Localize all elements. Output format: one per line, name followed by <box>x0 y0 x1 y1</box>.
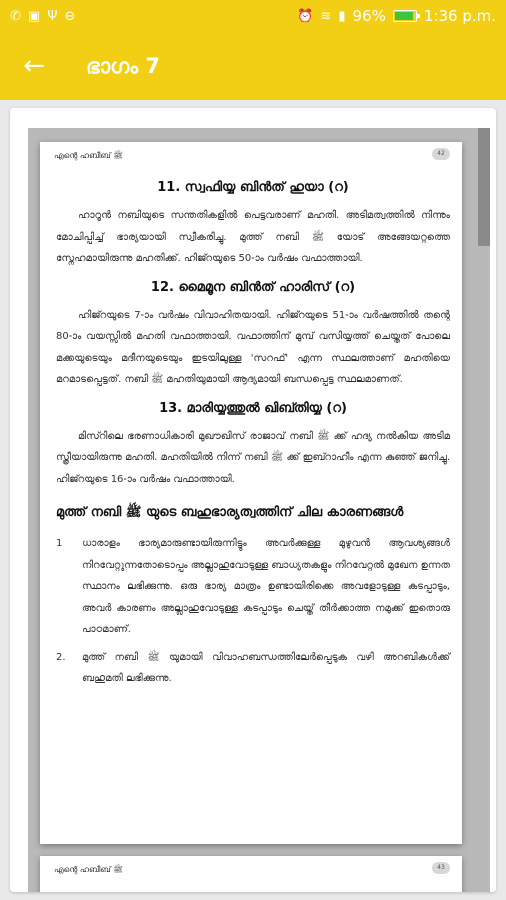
list-item <box>56 533 450 641</box>
minus-circle-icon: ⊖ <box>64 8 76 24</box>
chapter-heading: മുത്ത് നബി ﷺ യുടെ ബഹുഭാര്യത്വത്തിന് ചില കാരണങ്ങൾ <box>56 505 404 520</box>
signal-icon: ▮ <box>338 8 346 24</box>
usb-icon: Ψ <box>47 8 58 24</box>
scrollbar-thumb[interactable] <box>478 128 490 246</box>
status-time: 1:36 p.m. <box>423 7 496 25</box>
running-head: എന്റെ ഹബീബ് ﷺ <box>54 151 123 160</box>
section-heading: 13. മാരിയ്യത്തുൽ ഖിബ്തിയ്യ (റ) <box>159 400 347 416</box>
section-heading: 11. സ്വഫിയ്യ ബിൻത് ഹുയാ (റ) <box>157 180 349 195</box>
image-icon: ▣ <box>27 8 41 24</box>
page-number: 43 <box>432 862 450 874</box>
list-text: ധാരാളം ഭാര്യമാരുണ്ടായിരുന്നിട്ടും അവർക്കുള്ള മുഴുവൻ ആവശ്യങ്ങൾ നിറവേറ്റുന്നതോടൊപ്പം അല്ലാഹുവോടുള്ള ബാധ്യതകളും നിറവേറ്റൽ മുഖേന ഉന്നത സ്ഥാനം ലഭിക്കുന്നു. ഒരു ഭാര്യ മാത്രം ഉണ്ടായിരിക്കെ അവളോടുള്ള കടപ്പാടും, അവർ കാരണം അല്ലാഹുവോടുള്ള കടപ്പാടും ചെയ്ത് തീർക്കാത്ത നമുക്ക് ഇതൊരു പാഠമാണ്. <box>82 538 450 635</box>
page-title: ഭാഗം 7 <box>86 53 160 78</box>
list-number: 2. <box>56 651 66 663</box>
page-body <box>56 170 450 696</box>
list-text: മുത്ത് നബി ﷺ യുമായി വിവാഹബന്ധത്തിലേർപ്പെടുക വഴി അറബികൾക്ക് ബഹുമതി ലഭിക്കുന്നു. <box>82 651 450 684</box>
section-text: ഹാറൂൻ നബിയുടെ സന്തതികളിൽ പെട്ടവരാണ് മഹതി. അടിമത്വത്തിൽ നിന്നും മോചിപ്പിച്ച് ഭാര്യയായി സ്വീകരിച്ചു. മുത്ത് നബി ﷺ യോട് അങ്ങേയറ്റത്തെ സ്നേഹമായിരുന്നു മഹതിക്ക്. ഹിജ്റയുടെ 50-ാം വർഷം വഫാത്തായി. <box>56 210 451 264</box>
wifi-icon: ≋ <box>320 8 332 24</box>
pdf-page <box>40 142 462 844</box>
section-text: ഹിജ്റയുടെ 7-ാം വർഷം വിവാഹിതയായി. ഹിജ്റയുടെ 51-ാം വർഷത്തിൽ തന്റെ 80-ാം വയസ്സിൽ മഹതി വഫാത്തായി. വഫാത്തിന് മുമ്പ് വസിയ്യത്ത് ചെയ്തത് പോലെ മക്കയുടെയും മദീനയുടെയും ഇടയിലുള്ള 'സറഫ്' എന്ന സ്ഥലത്താണ് മഹതിയെ മറമാടപ്പെട്ടത്. നബി ﷺ മഹതിയുമായി ആദ്യമായി ബന്ധപ്പെട്ട സ്ഥലമാണത്. <box>56 309 450 385</box>
content-card <box>10 108 496 892</box>
page-number: 42 <box>432 148 450 160</box>
list-number: 1 <box>56 538 63 549</box>
pdf-page-next <box>40 856 462 892</box>
status-bar <box>0 0 506 32</box>
section-heading: 12. മൈമൂന ബിൻത് ഹാരിസ് (റ) <box>150 279 356 295</box>
pdf-viewer[interactable] <box>28 128 490 892</box>
status-left <box>10 10 75 23</box>
notification-icon: ✆ <box>10 8 21 24</box>
battery-level <box>395 12 413 20</box>
running-head: എന്റെ ഹബീബ് ﷺ <box>54 865 123 874</box>
section-text: മിസ്റിലെ ഭരണാധികാരി മുഖൗഖിസ് രാജാവ് നബി ﷺ ക്ക് ഹദ്യ നൽകിയ അടിമ സ്ത്രീയായിരുന്നു മഹതി. മഹതിയിൽ നിന്ന് നബി ﷺ ക്ക് ഇബ്റാഹീം എന്ന കുഞ്ഞ് ജനിച്ചു. ഹിജ്റയുടെ 16-ാം വർഷം വഫാത്തായി. <box>56 430 450 485</box>
list-item <box>56 647 450 690</box>
back-button[interactable] <box>10 42 58 90</box>
battery-icon <box>393 10 417 22</box>
alarm-icon: ⏰ <box>297 8 314 24</box>
app-bar <box>0 32 506 100</box>
battery-percent: 96% <box>352 7 386 25</box>
status-right <box>297 7 496 25</box>
arrow-left-icon: ← <box>23 51 45 81</box>
